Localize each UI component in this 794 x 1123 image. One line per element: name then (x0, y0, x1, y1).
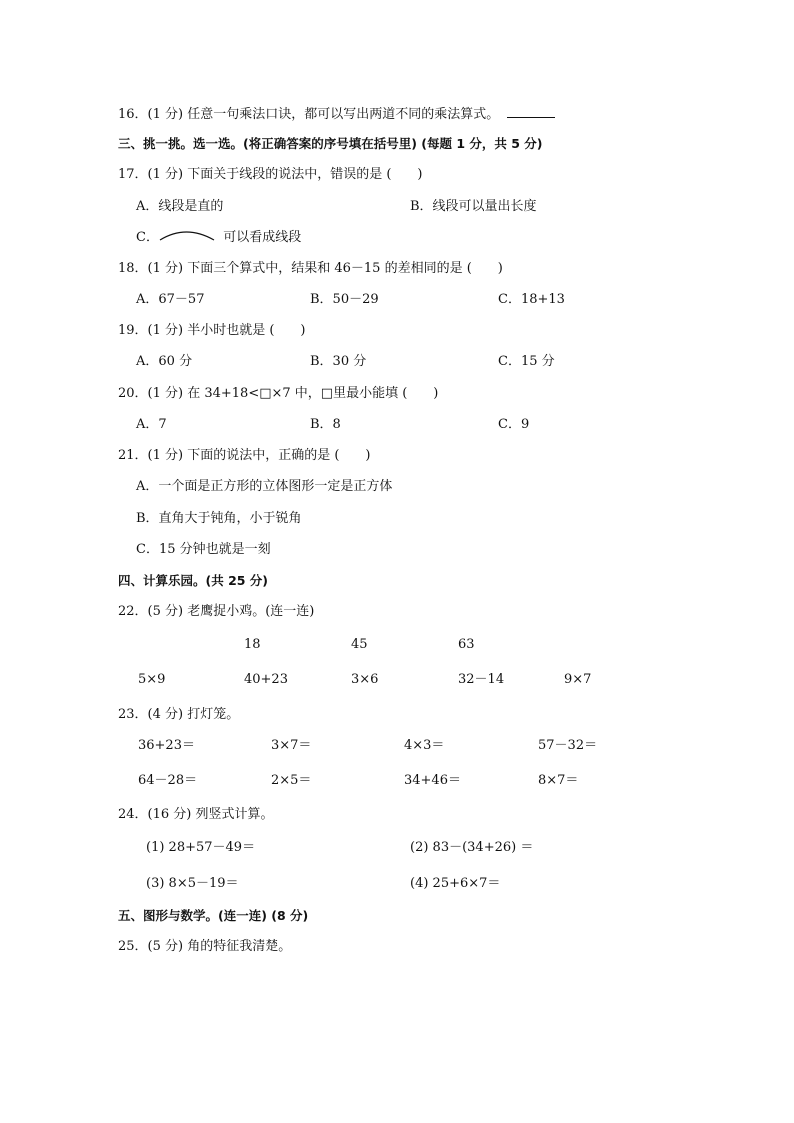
question-21-option-b[interactable]: B．直角大于钝角，小于锐角 (136, 511, 302, 526)
chick-number[interactable]: 45 (351, 637, 368, 652)
question-20-option-b[interactable]: B．8 (310, 417, 341, 432)
question-21-option-a[interactable]: A．一个面是正方形的立体图形一定是正方体 (136, 479, 393, 494)
question-16 (118, 104, 555, 124)
eagle-expression[interactable]: 9×7 (564, 672, 592, 687)
lantern-equation[interactable]: 4×3＝ (404, 738, 445, 753)
question-16-text: 16．(1 分) 任意一句乘法口诀，都可以写出两道不同的乘法算式。 (118, 107, 500, 122)
question-24-stem: 24．(16 分) 列竖式计算。 (118, 807, 274, 822)
question-17-option-a[interactable]: A．线段是直的 (136, 199, 224, 214)
question-17-stem: 17．(1 分) 下面关于线段的说法中，错误的是 ( ) (118, 167, 423, 182)
vertical-calc-1[interactable]: (1) 28+57－49＝ (146, 840, 256, 855)
question-18-option-a[interactable]: A．67－57 (136, 292, 205, 307)
question-18-option-b[interactable]: B．50－29 (310, 292, 379, 307)
lantern-equation[interactable]: 64－28＝ (138, 773, 198, 788)
question-19-stem: 19．(1 分) 半小时也就是 ( ) (118, 323, 306, 338)
question-22-stem: 22．(5 分) 老鹰捉小鸡。(连一连) (118, 604, 315, 619)
section-4-title: 四、计算乐园。(共 25 分) (118, 573, 269, 588)
lantern-equation[interactable]: 34+46＝ (404, 773, 461, 788)
question-20-stem: 20．(1 分) 在 34+18<□×7 中，□里最小能填 ( ) (118, 386, 439, 401)
option-c-suffix: 可以看成线段 (223, 230, 302, 245)
lantern-equation[interactable]: 8×7＝ (538, 773, 579, 788)
question-21-option-c[interactable]: C．15 分钟也就是一刻 (136, 542, 271, 557)
section-5-title: 五、图形与数学。(连一连) (8 分) (118, 908, 309, 923)
question-17-option-b[interactable]: B．线段可以量出长度 (410, 199, 537, 214)
vertical-calc-2[interactable]: (2) 83－(34+26) ＝ (410, 840, 534, 855)
section-3-title: 三、挑一挑。选一选。(将正确答案的序号填在括号里) (每题 1 分，共 5 分) (118, 136, 543, 151)
question-19-option-b[interactable]: B．30 分 (310, 354, 367, 369)
eagle-expression[interactable]: 32－14 (458, 672, 505, 687)
option-c-prefix: C． (136, 230, 159, 245)
lantern-equation[interactable]: 57－32＝ (538, 738, 598, 753)
chick-number[interactable]: 63 (458, 637, 475, 652)
curve-line-figure (158, 226, 216, 244)
question-25-stem: 25．(5 分) 角的特征我清楚。 (118, 939, 292, 954)
question-20-option-c[interactable]: C．9 (498, 417, 530, 432)
question-23-stem: 23．(4 分) 打灯笼。 (118, 707, 240, 722)
lantern-equation[interactable]: 3×7＝ (271, 738, 312, 753)
vertical-calc-3[interactable]: (3) 8×5－19＝ (146, 876, 239, 891)
eagle-expression[interactable]: 5×9 (138, 672, 166, 687)
chick-number[interactable]: 18 (244, 637, 261, 652)
answer-blank[interactable] (507, 104, 555, 118)
question-21-stem: 21．(1 分) 下面的说法中，正确的是 ( ) (118, 448, 371, 463)
question-19-option-a[interactable]: A．60 分 (136, 354, 193, 369)
eagle-expression[interactable]: 40+23 (244, 672, 288, 687)
lantern-equation[interactable]: 36+23＝ (138, 738, 195, 753)
question-18-option-c[interactable]: C．18+13 (498, 292, 565, 307)
lantern-equation[interactable]: 2×5＝ (271, 773, 312, 788)
question-20-option-a[interactable]: A．7 (136, 417, 167, 432)
question-19-option-c[interactable]: C．15 分 (498, 354, 555, 369)
question-18-stem: 18．(1 分) 下面三个算式中，结果和 46－15 的差相同的是 ( ) (118, 261, 503, 276)
eagle-expression[interactable]: 3×6 (351, 672, 379, 687)
vertical-calc-4[interactable]: (4) 25+6×7＝ (410, 876, 501, 891)
